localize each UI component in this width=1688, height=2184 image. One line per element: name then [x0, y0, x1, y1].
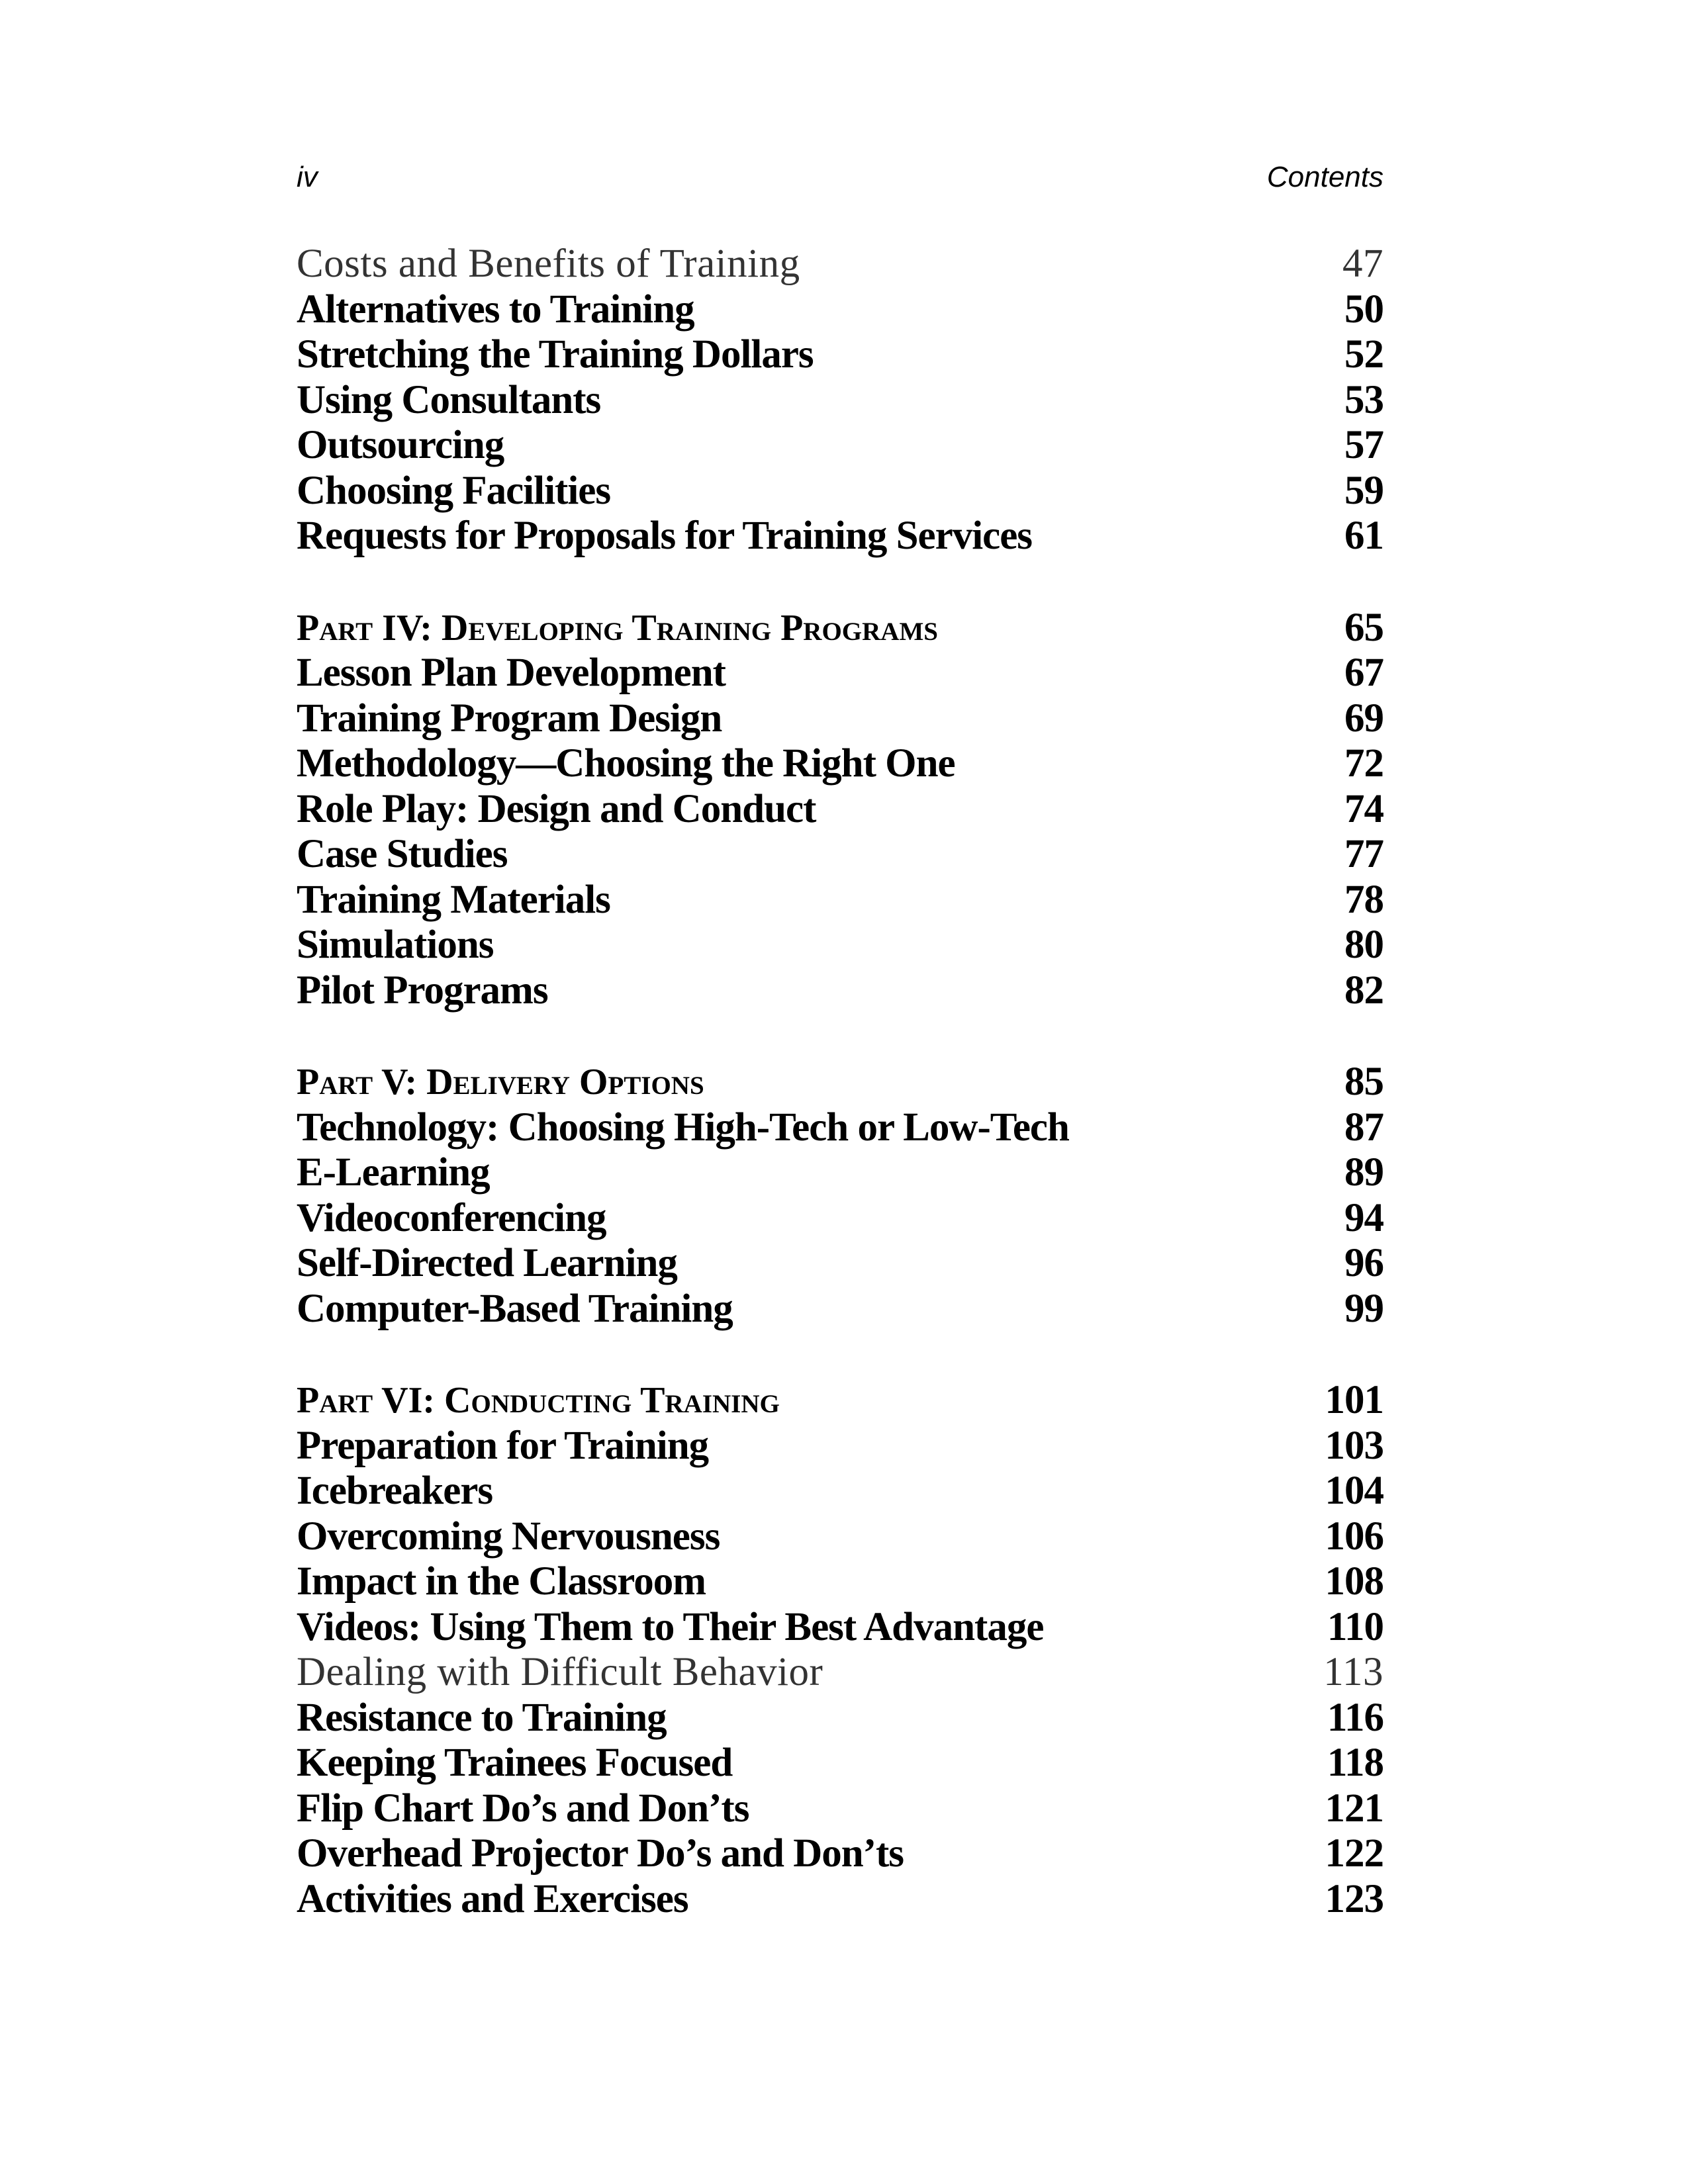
- toc-entry: [297, 1241, 1383, 1287]
- toc-entry: [297, 1469, 1383, 1514]
- toc-part-heading: [297, 1378, 1383, 1424]
- toc-entry: [297, 651, 1383, 696]
- toc-entry: [297, 1831, 1383, 1877]
- toc-entry: [297, 787, 1383, 833]
- toc-entry: [297, 1786, 1383, 1832]
- toc-entry-title: Videos: Using Them to Their Best Advantage: [297, 1604, 1044, 1649]
- toc-entry: [297, 878, 1383, 923]
- toc-entry-title: Dealing with Difficult Behavior: [297, 1650, 823, 1694]
- table-of-contents: [297, 242, 1383, 1922]
- toc-entry-title: Simulations: [297, 923, 494, 967]
- toc-entry-title: Videoconferencing: [297, 1195, 606, 1240]
- toc-part-page: 65: [1344, 605, 1383, 650]
- toc-entry-page: 52: [1344, 332, 1383, 377]
- toc-entry-title: Outsourcing: [297, 423, 504, 467]
- toc-entry: [297, 696, 1383, 742]
- toc-entry-page: 57: [1344, 423, 1383, 467]
- toc-entry-page: 94: [1344, 1195, 1383, 1240]
- toc-entry: [297, 741, 1383, 787]
- toc-entry-page: 116: [1327, 1695, 1383, 1740]
- toc-part-page: 85: [1344, 1060, 1383, 1104]
- toc-entry: [297, 923, 1383, 968]
- toc-entry: [297, 1696, 1383, 1741]
- toc-entry-title: Overhead Projector Do’s and Don’ts: [297, 1831, 904, 1876]
- toc-entry-title: Methodology—Choosing the Right One: [297, 741, 955, 786]
- toc-entry-page: 47: [1342, 242, 1383, 286]
- toc-entry-page: 50: [1344, 287, 1383, 332]
- toc-entry: [297, 242, 1383, 287]
- toc-entry-title: Case Studies: [297, 832, 508, 876]
- toc-entry: [297, 469, 1383, 514]
- toc-entry: [297, 1287, 1383, 1332]
- toc-entry-title: Training Materials: [297, 877, 610, 922]
- toc-entry-page: 104: [1325, 1469, 1383, 1513]
- toc-entry-page: 59: [1344, 468, 1383, 513]
- toc-entry: [297, 1741, 1383, 1786]
- toc-entry-page: 72: [1344, 741, 1383, 786]
- toc-entry: [297, 1605, 1383, 1651]
- running-title: Contents: [1266, 161, 1383, 193]
- toc-entry-title: Role Play: Design and Conduct: [297, 786, 816, 831]
- toc-entry-page: 77: [1344, 832, 1383, 876]
- toc-entry-page: 113: [1323, 1650, 1383, 1694]
- toc-entry-title: Lesson Plan Development: [297, 651, 726, 695]
- toc-entry-page: 122: [1325, 1831, 1383, 1876]
- toc-entry-page: 82: [1344, 968, 1383, 1013]
- toc-entry: [297, 1105, 1383, 1151]
- toc-entry: [297, 1877, 1383, 1923]
- toc-entry-page: 110: [1327, 1604, 1383, 1649]
- toc-entry-page: 87: [1344, 1105, 1383, 1150]
- toc-entry-title: Activities and Exercises: [297, 1876, 688, 1921]
- toc-entry: [297, 378, 1383, 424]
- toc-entry-title: Self-Directed Learning: [297, 1241, 677, 1285]
- toc-entry-page: 121: [1325, 1786, 1383, 1831]
- toc-entry-page: 78: [1344, 877, 1383, 922]
- toc-entry-page: 103: [1325, 1423, 1383, 1468]
- toc-entry: [297, 514, 1383, 559]
- toc-entry-page: 61: [1344, 514, 1383, 558]
- toc-entry: [297, 1514, 1383, 1560]
- toc-part-title: Part V: Delivery Options: [297, 1062, 704, 1103]
- toc-entry: [297, 1196, 1383, 1242]
- toc-entry: [297, 1650, 1383, 1696]
- toc-entry-page: 96: [1344, 1241, 1383, 1285]
- toc-part-heading: [297, 606, 1383, 651]
- toc-entry: [297, 332, 1383, 378]
- toc-entry-page: 80: [1344, 923, 1383, 967]
- toc-entry-page: 99: [1344, 1286, 1383, 1331]
- toc-entry-title: Computer-Based Training: [297, 1286, 733, 1331]
- toc-entry-title: Using Consultants: [297, 377, 601, 422]
- toc-part-title: Part IV: Developing Training Programs: [297, 607, 938, 649]
- toc-entry-title: E-Learning: [297, 1150, 490, 1195]
- toc-entry-title: Resistance to Training: [297, 1695, 667, 1740]
- page-folio: iv: [297, 161, 318, 193]
- toc-entry-title: Training Program Design: [297, 696, 722, 741]
- toc-entry: [297, 832, 1383, 878]
- toc-entry-title: Requests for Proposals for Training Services: [297, 514, 1033, 558]
- toc-entry-title: Technology: Choosing High-Tech or Low-Tech: [297, 1105, 1069, 1150]
- toc-part-heading: [297, 1060, 1383, 1105]
- toc-entry-title: Alternatives to Training: [297, 287, 694, 332]
- toc-entry-title: Stretching the Training Dollars: [297, 332, 814, 377]
- toc-entry: [297, 287, 1383, 333]
- toc-entry-title: Costs and Benefits of Training: [297, 242, 800, 286]
- toc-entry: [297, 423, 1383, 469]
- toc-entry-title: Overcoming Nervousness: [297, 1514, 720, 1559]
- toc-entry-title: Keeping Trainees Focused: [297, 1741, 733, 1785]
- toc-entry-page: 106: [1325, 1514, 1383, 1559]
- toc-entry: [297, 1559, 1383, 1605]
- toc-entry-page: 89: [1344, 1150, 1383, 1195]
- toc-part-title: Part VI: Conducting Training: [297, 1380, 780, 1421]
- toc-entry-page: 67: [1344, 651, 1383, 695]
- toc-entry-page: 53: [1344, 377, 1383, 422]
- toc-entry-page: 108: [1325, 1559, 1383, 1604]
- toc-entry-title: Choosing Facilities: [297, 468, 611, 513]
- toc-entry-title: Impact in the Classroom: [297, 1559, 706, 1604]
- toc-entry-title: Icebreakers: [297, 1469, 493, 1513]
- toc-entry-page: 118: [1327, 1741, 1383, 1785]
- toc-entry: [297, 1150, 1383, 1196]
- toc-entry-title: Preparation for Training: [297, 1423, 709, 1468]
- toc-entry: [297, 1424, 1383, 1469]
- toc-entry-title: Pilot Programs: [297, 968, 548, 1013]
- toc-entry: [297, 968, 1383, 1014]
- toc-entry-page: 69: [1344, 696, 1383, 741]
- page-header: [297, 158, 1383, 197]
- toc-part-page: 101: [1325, 1378, 1383, 1422]
- toc-entry-title: Flip Chart Do’s and Don’ts: [297, 1786, 749, 1831]
- toc-entry-page: 74: [1344, 786, 1383, 831]
- toc-entry-page: 123: [1325, 1876, 1383, 1921]
